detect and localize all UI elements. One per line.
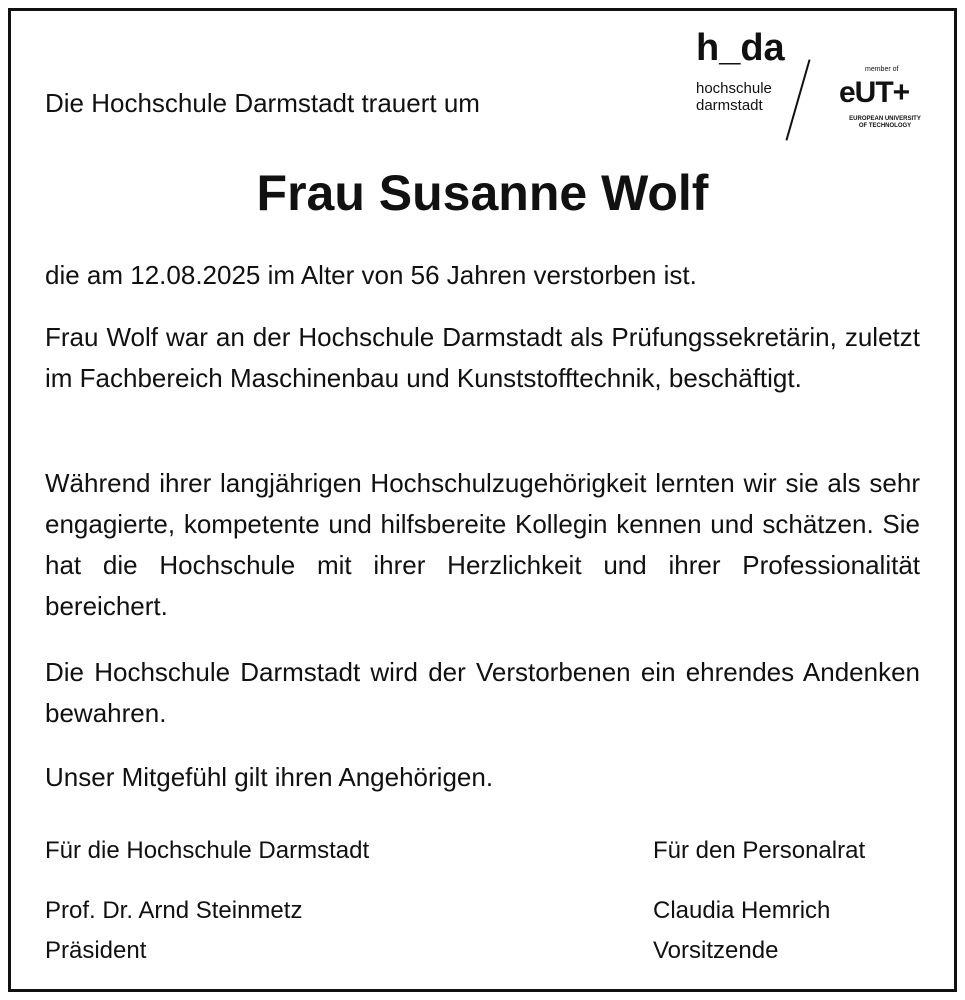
logo-divider [785,59,810,140]
paragraph-condolence: Unser Mitgefühl gilt ihren Angehörigen. [45,762,494,792]
paragraph-remembrance: Die Hochschule Darmstadt wird der Verstorbenen ein ehrendes Andenken bewahren. [45,657,920,728]
signature-right-org: Für den Personalrat [653,837,866,864]
university-logo [693,28,933,143]
member-of-label: member of [865,66,899,73]
paragraph-death-date: die am 12.08.2025 im Alter von 56 Jahren verstorben ist. [45,260,697,290]
eut-line-2: OF TECHNOLOGY [858,123,912,129]
signature-left-person: Prof. Dr. Arnd Steinmetz [45,897,303,924]
logo-hochschule: hochschule [696,80,772,97]
signature-left-org: Für die Hochschule Darmstadt [45,837,370,864]
paragraph-tribute: Während ihrer langjährigen Hochschulzugehörigkeit lernten wir sie als sehr engagierte, kompetente und hilfsbereite Kollegin kennen und schätzen. Sie hat die Hochschule mit ihrer Herzlichkeit und ihrer Professionalität bereichert. [45,468,920,621]
signature-right-person: Claudia Hemrich [653,897,831,924]
eut-logo-subtitle [843,116,927,130]
hda-logo-text: h_da [696,27,785,69]
paragraph-position: Frau Wolf war an der Hochschule Darmstadt als Prüfungssekretärin, zuletzt im Fachbereich Maschinenbau und Kunststofftechnik, beschäftigt. [45,322,920,393]
signature-right-role: Vorsitzende [653,937,779,964]
hda-logo-subtitle [696,80,772,114]
intro-line: Die Hochschule Darmstadt trauert um [45,88,480,118]
deceased-name: Frau Susanne Wolf [256,165,709,221]
eut-line-1: EUROPEAN UNIVERSITY [849,116,921,122]
logo-darmstadt: darmstadt [696,97,763,114]
eut-logo: eUT+ [839,76,910,109]
signature-left-role: Präsident [45,937,147,964]
